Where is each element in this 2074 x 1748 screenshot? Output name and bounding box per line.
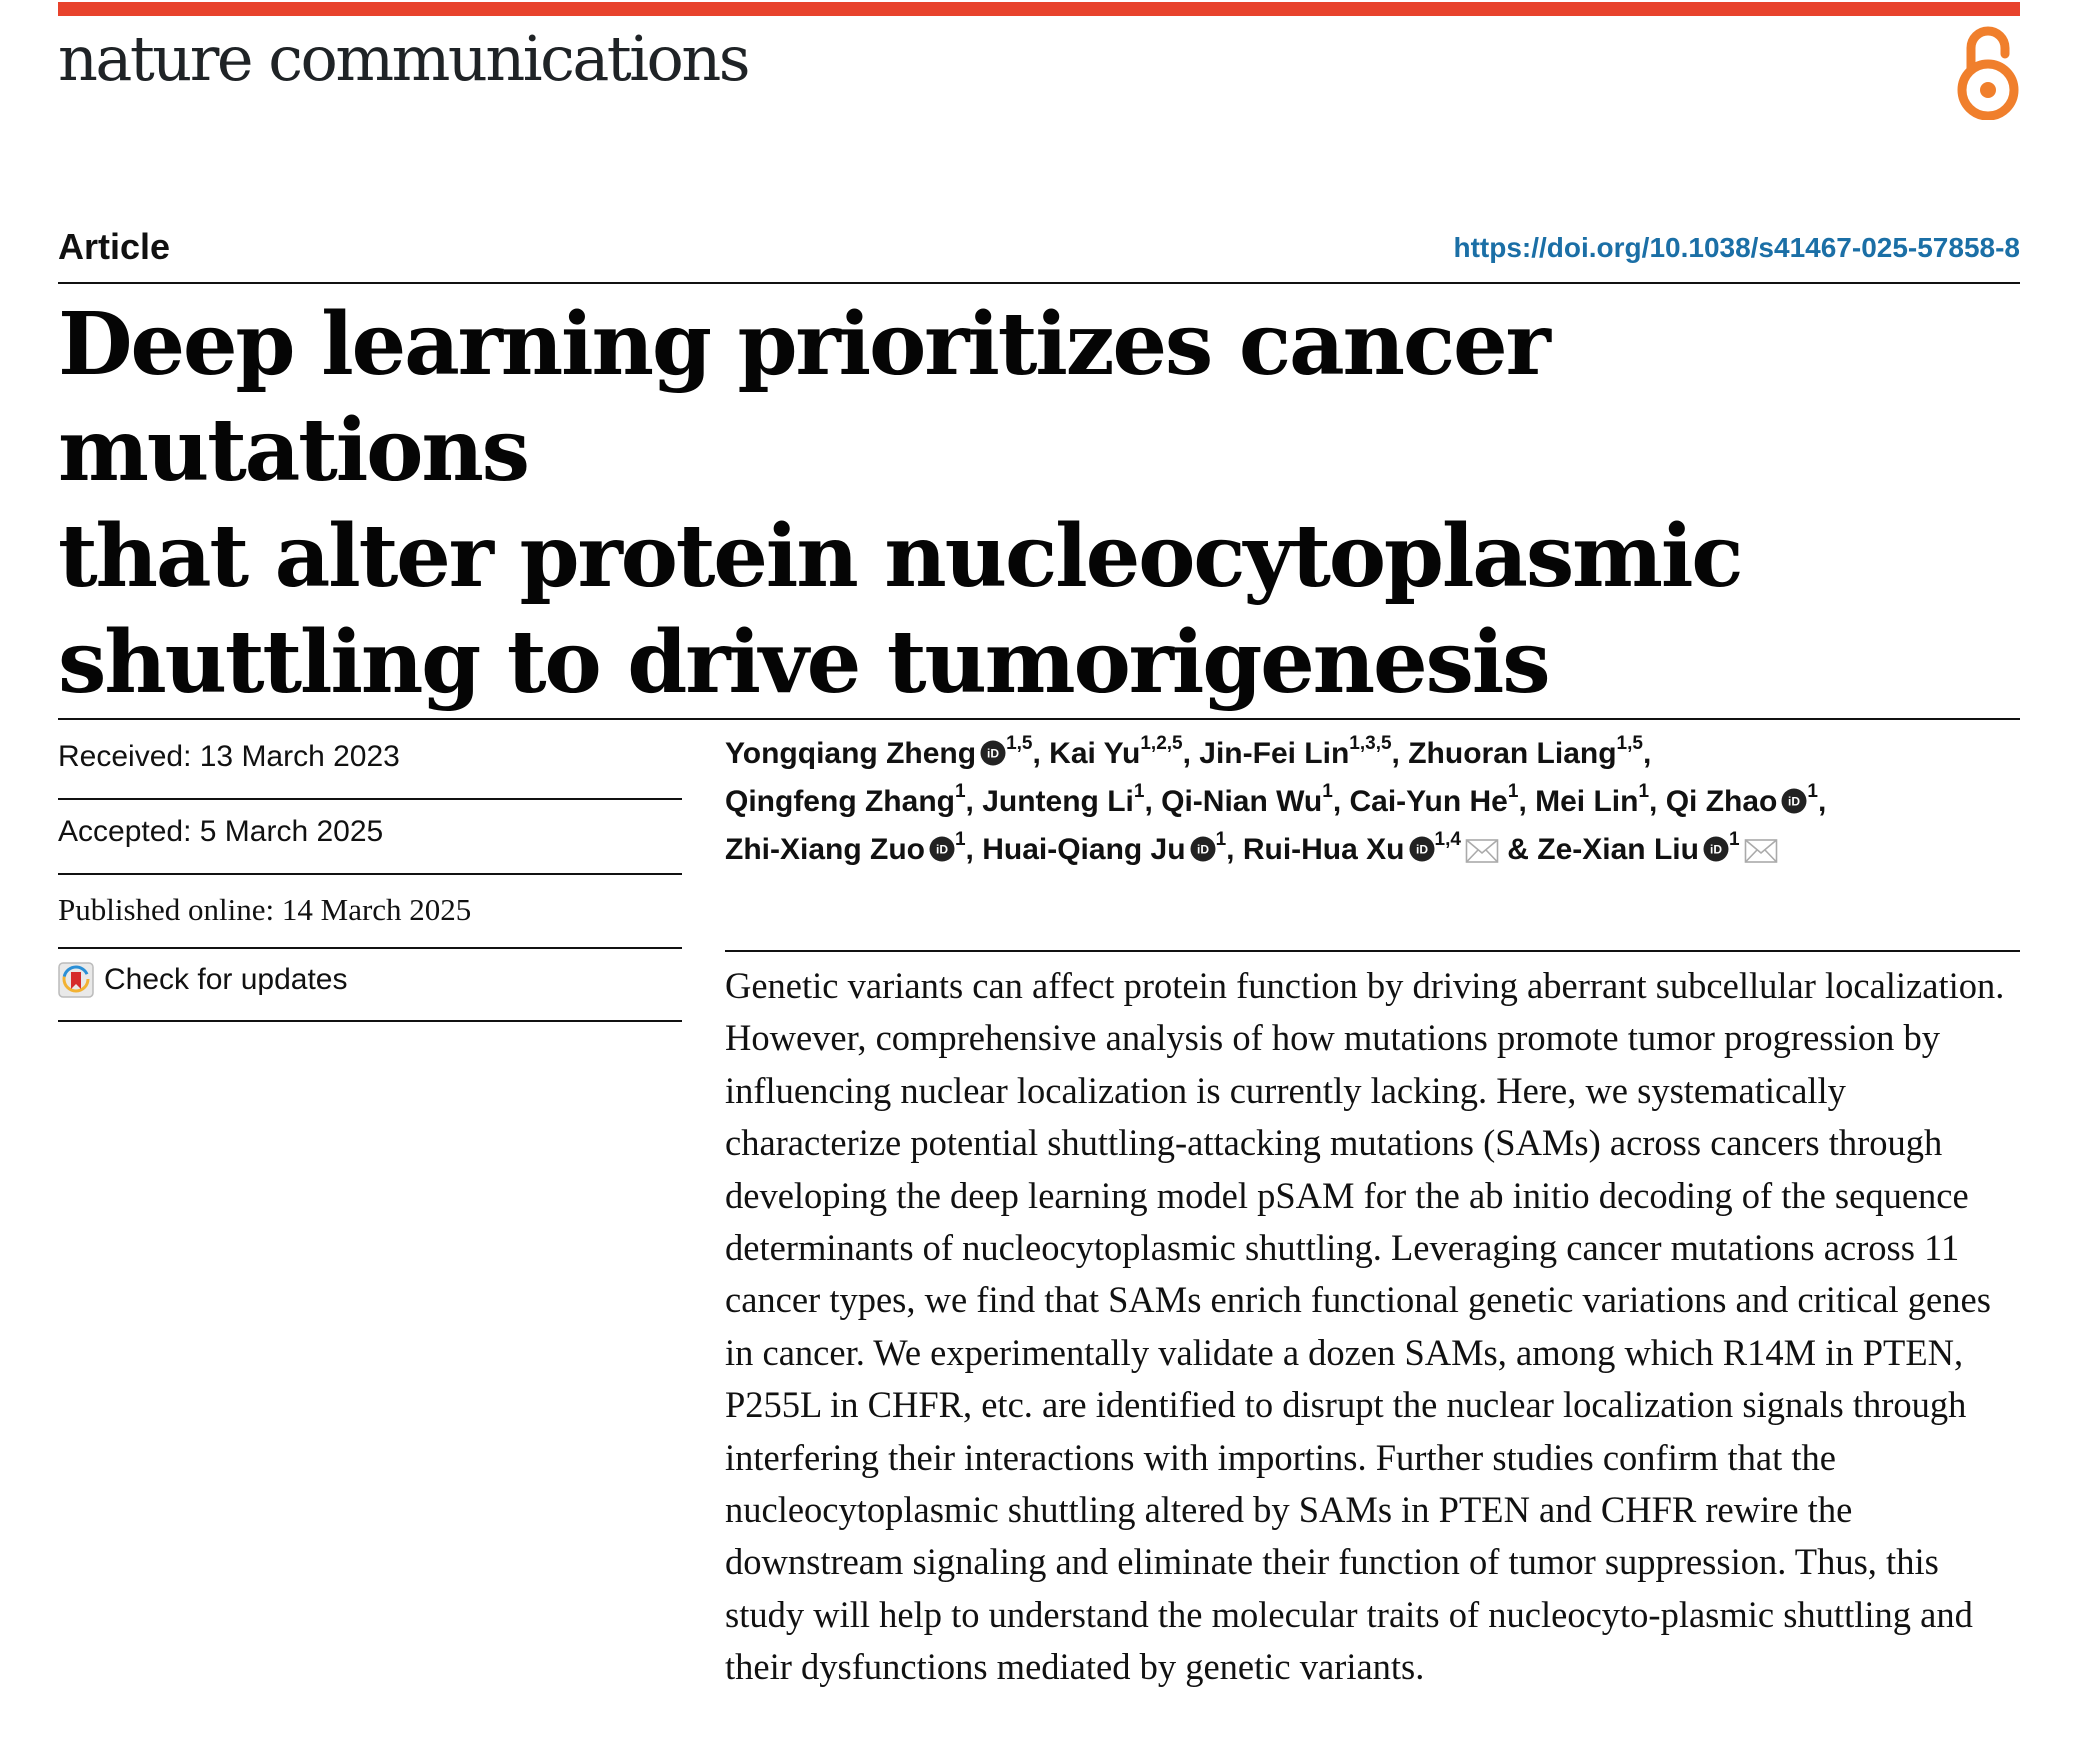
author-name[interactable]: Yongqiang Zheng xyxy=(725,737,977,770)
accepted-date: Accepted: 5 March 2025 xyxy=(58,815,384,848)
affiliation-marker[interactable]: 1 xyxy=(1638,781,1650,802)
abstract: Genetic variants can affect protein function by driving aberrant subcellular localization. However, comprehensive analysis of how mutations promote tumor progression by influencing nuclear localization is currently lacking. Here, we systematically characterize potential shuttling-attacking mutations (SAMs) across cancers through developing the deep learning model pSAM for the ab initio decoding of the sequence determinants of nucleocytoplasmic shuttling. Leveraging cancer mutations across 11 cancer types, we find that SAMs enrich functional genetic variations and critical genes in cancer. We experimentally validate a dozen SAMs, among which R14M in PTEN, P255L in CHFR, etc. are identified to disrupt the nuclear localization signals through interfering their interactions with importins. Further studies confirm that the nucleocytoplasmic shuttling altered by SAMs in PTEN and CHFR rewire the downstream signaling and eliminate their function of tumor suppression. Thus, this study will help to understand the molecular traits of nucleocyto-plasmic shuttling and their dysfunctions mediated by genetic variants. xyxy=(725,965,2005,1688)
title-line: Deep learning prioritizes cancer mutations xyxy=(58,294,1549,501)
affiliation-marker[interactable]: 1,2,5 xyxy=(1140,733,1183,754)
author-separator: , xyxy=(1642,737,1652,770)
divider xyxy=(58,718,2020,720)
check-updates-icon xyxy=(58,962,94,998)
author-separator: , xyxy=(1332,785,1350,818)
affiliation-marker[interactable]: 1,3,5 xyxy=(1349,733,1392,754)
author-separator: , xyxy=(1817,785,1827,818)
divider xyxy=(58,282,2020,284)
orcid-icon[interactable] xyxy=(1703,836,1729,862)
received-date: Received: 13 March 2023 xyxy=(58,740,400,773)
affiliation-marker[interactable]: 1 xyxy=(1133,781,1145,802)
author-separator: , xyxy=(1391,737,1409,770)
author-name[interactable]: Qi-Nian Wu xyxy=(1161,785,1323,818)
affiliation-marker[interactable]: 1,5 xyxy=(1006,733,1033,754)
author-separator: , xyxy=(965,833,983,866)
email-icon[interactable] xyxy=(1465,838,1499,864)
affiliation-marker[interactable]: 1 xyxy=(1322,781,1333,802)
svg-text:iD: iD xyxy=(935,842,948,857)
author-name[interactable]: Rui-Hua Xu xyxy=(1242,833,1405,866)
title-line: that alter protein nucleocytoplasmic xyxy=(58,506,1742,607)
svg-text:iD: iD xyxy=(1709,842,1722,857)
author-name[interactable]: Jin-Fei Lin xyxy=(1199,737,1350,770)
svg-text:iD: iD xyxy=(1196,842,1209,857)
affiliation-marker[interactable]: 1 xyxy=(1507,781,1519,802)
svg-text:iD: iD xyxy=(987,746,1000,761)
author-name[interactable]: Mei Lin xyxy=(1535,785,1639,818)
check-for-updates-button[interactable] xyxy=(58,962,682,998)
affiliation-marker[interactable]: 1,4 xyxy=(1434,829,1461,850)
divider xyxy=(58,947,682,949)
author-list xyxy=(725,730,2020,874)
email-icon[interactable] xyxy=(1744,838,1778,864)
affiliation-marker[interactable]: 1,5 xyxy=(1616,733,1643,754)
author-name[interactable]: Zhi-Xiang Zuo xyxy=(725,833,925,866)
author-separator: , xyxy=(1649,785,1666,818)
author-name[interactable]: Huai-Qiang Ju xyxy=(982,833,1186,866)
affiliation-marker[interactable]: 1 xyxy=(1215,829,1227,850)
orcid-icon[interactable] xyxy=(1190,836,1216,862)
divider xyxy=(58,1020,682,1022)
affiliation-marker[interactable]: 1 xyxy=(1807,781,1818,802)
svg-text:iD: iD xyxy=(1415,842,1428,857)
author-name[interactable]: Zhuoran Liang xyxy=(1408,737,1617,770)
journal-name[interactable]: nature communications xyxy=(58,22,749,95)
affiliation-marker[interactable]: 1 xyxy=(954,781,966,802)
doi-link[interactable]: https://doi.org/10.1038/s41467-025-57858-8 xyxy=(1453,232,2020,263)
author-name[interactable]: Ze-Xian Liu xyxy=(1537,833,1699,866)
article-title xyxy=(58,292,2020,716)
author-name[interactable]: Junteng Li xyxy=(982,785,1134,818)
top-accent-bar xyxy=(58,2,2020,16)
author-name[interactable]: Qingfeng Zhang xyxy=(725,785,955,818)
divider xyxy=(58,798,682,800)
title-line: shuttling to drive tumorigenesis xyxy=(58,612,1549,713)
divider xyxy=(58,873,682,875)
orcid-icon[interactable] xyxy=(980,740,1006,766)
affiliation-marker[interactable]: 1 xyxy=(1728,829,1740,850)
author-separator: , xyxy=(1518,785,1536,818)
author-name[interactable]: Qi Zhao xyxy=(1665,785,1778,818)
open-access-icon[interactable] xyxy=(1955,24,2021,120)
article-type: Article xyxy=(58,226,171,267)
author-separator: , xyxy=(1226,833,1243,866)
author-separator: , xyxy=(965,785,983,818)
orcid-icon[interactable] xyxy=(1409,836,1435,862)
author-separator: , xyxy=(1182,737,1200,770)
divider xyxy=(725,950,2020,952)
author-separator: , xyxy=(1032,737,1050,770)
author-separator: , xyxy=(1144,785,1162,818)
orcid-icon[interactable] xyxy=(1781,788,1807,814)
affiliation-marker[interactable]: 1 xyxy=(954,829,966,850)
author-name[interactable]: Kai Yu xyxy=(1049,737,1141,770)
author-separator: & xyxy=(1498,833,1538,866)
published-date: Published online: 14 March 2025 xyxy=(58,892,472,927)
author-name[interactable]: Cai-Yun He xyxy=(1349,785,1508,818)
check-updates-label: Check for updates xyxy=(104,963,348,996)
orcid-icon[interactable] xyxy=(929,836,955,862)
svg-text:iD: iD xyxy=(1788,794,1801,809)
